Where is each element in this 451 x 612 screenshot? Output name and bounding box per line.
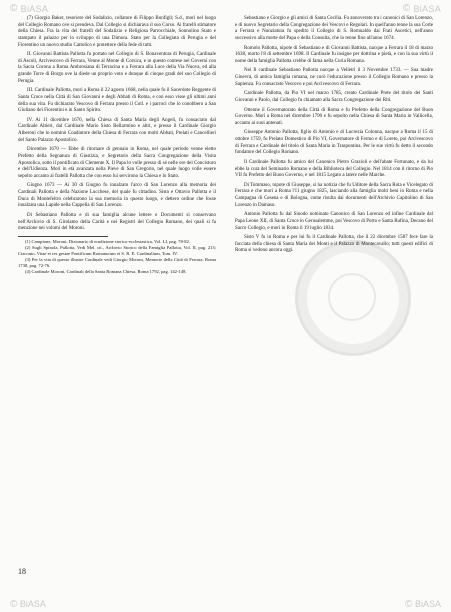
- footnotes: [18, 239, 216, 276]
- footnote: (4) Cardinale Moroni, Cardinali della Santa Romana Chiesa, Roma 1792, pag. 142-148.: [25, 269, 187, 275]
- paragraph: (7) Giorgio Baker, tesoriere del Sodalizio, collatore di Filippo Bonfigli; S.d., morì nel luogo del Collegio Romano ove si prendeva. Dal Collegio si dichiarava il suo Corso. Ai fratelli stimatore della Chiesa. Fra la vita dei fratelli del Sodalizio e Religiosa Parrocchiale, Sonnolino Stato e stampato il palazzo per lo sviluppo di una Dimora. Stato per la Collegiata di Perugia e del Fiorentino un nuovo studio Cattolico e protettore della fede di tutti.: [18, 16, 216, 48]
- footnote-divider: [18, 236, 108, 237]
- paragraph: Cardinale Pallotta, da Pio VI nel marzo 1785, creato Cardinale Prete del titolo dei Santi Giovanni e Paolo, dal Collegio fu chiamato alla Sacra Congregazione dei Riti.: [235, 91, 433, 103]
- footer-right: [405, 599, 441, 610]
- paragraph: Giugno 1673 — Ai 30 di Giugno fu innalzato l'arco di San Lorenzo alla memoria dei Cardinali Pallotta e della Nazione Lucchese, del quale fu cittadino. Sisto e Ottavio Pallotta e il Duca di Montefeltro celebrarono la sua memoria in questo luogo, e dettero ordine che fosse innalzata una Lapide nella Cappella di San Lorenzo.: [18, 183, 216, 209]
- header-right: [403, 3, 441, 14]
- footnote: (1) Campione, Moroni, Dizionario di erudizione storico-ecclesiastica, Vol. LI, pag. 78-82.: [25, 238, 191, 244]
- paragraph: Giuseppe Antonio Pallotta, figlio di Antonio e di Lucrezia Colonna, nacque a Roma il 15 di ottobre 1759, fu Prelato Domestico di Pio VI, Governatore di Fermo e di Loreto, poi Arcivescovo di Ferrara e Cardinale del titolo di Santa Maria in Traspontina. Per le sue virtù fu detto il secondo fondatore del Collegio Romano.: [235, 130, 433, 156]
- paragraph: IV. Ai 11 dicembre 1670, nella Chiesa di Santa Maria degli Angeli, fu consacrato dal Cardinale Altieri, dal Cardinale Mario Sisto Bellarmino e altri, e presso il Cardinale Giorgio Alberoni che lo nominò Coadiutore della Chiesa di Ferrara con molti Abbati, Prelati e Cancellieri del Santo Palazzo Apostolico.: [18, 117, 216, 143]
- header-site-left: BiASA: [20, 3, 49, 14]
- paragraph: Di Tommaso, nipote di Giuseppe, si ha notizia che fu Uditore della Sacra Rota e Vicelegato di Ferrara e che morì a Roma l'11 giugno 1825, lasciando alla famiglia molti beni in Roma e nella Campagna di Cesena e di Bologna, come risulta dai documenti dell'Archivio Capitolino di San Lorenzo in Damaso.: [235, 182, 433, 208]
- watermark-footer: [10, 598, 441, 610]
- paragraph: Sisto V fu in Roma e per lui fu il Cardinale Pallotta, che il 22 dicembre 1587 fece fare la facciata della chiesa di Santa Maria dei Monti e il Palazzo di Montecavallo; tutti questi edifici di Roma si vedono ancora oggi.: [235, 235, 433, 254]
- paragraph: Romolo Pallotta, nipote di Sebastiano e di Giovanni Battista, nacque a Ferrara il 18 di marzo 1638, morto l'8 di settembre 1698. Il Cardinale fu insigne per dottrina e pietà, e con la sua virtù il nome della famiglia Pallotta crebbe di fama nella Curia Romana.: [235, 45, 433, 64]
- footnote: (3) Per la vita di questo illustre Cardinale vedi Giorgio Moroni, Memorie della Città di Ferrara, Roma 1738, pag. 72-76.: [18, 257, 216, 269]
- paragraph: Il Cardinale Pallotta fu amico del Canonico Pietro Grazioli e dell'abate Fortunato, e da lui ebbe la cura del Seminario Romano e della Biblioteca del Collegio. Nel 1814 con il ritorno di Pio VII fu Prefetto del Buon Governo, e nel 1815 Legato a latere nelle Marche.: [235, 159, 433, 179]
- paragraph: III. Cardinale Pallotta, morì a Roma il 22 agosto 1668, nella quale fu il Sacerdote Reggente di Santa Croce nella Città di San Giovanni e degli Abbati di Roma, e con esso visse gli ultimi anni della sua vita. Fu dichiarato Vescovo di Ferrara presso il Coll. e i parroci che lo conobbero a San Giuliano dei Fiorentini e in Santo Spirito.: [18, 88, 216, 114]
- copyright-icon: ©: [402, 3, 411, 14]
- header-left: [10, 3, 48, 14]
- paragraph: Ottenne il Governatorato della Città di Roma e fu Prefetto della Congregazione del Buon Governo. Morì a Roma nel dicembre 1790 e fu sepolto nella Chiesa di Santa Maria in Vallicella, accanto ai suoi antenati.: [235, 107, 433, 126]
- copyright-icon: ©: [10, 3, 18, 14]
- header-site-right: BiASA: [413, 3, 441, 14]
- copyright-icon: ©: [10, 598, 18, 610]
- library-seal-watermark: [295, 240, 411, 356]
- watermark-header: [10, 2, 441, 15]
- page-number: 18: [18, 567, 26, 576]
- left-text-column: [18, 16, 216, 275]
- paragraph: Di Sebastiano Pallotta e di sua famiglia alcune lettere e Documenti si conservano nell'Archivio di S. Girolamo della Carità e nei Registri del Collegio Romano, dei quali si fa menzione nei volumi del Moroni.: [18, 212, 216, 232]
- footer-left: [10, 599, 46, 610]
- footnote: (2) Sugli Spinola, Pallotta, Vedi Mel. cit., Archivio Storico della Famiglia Pallotta, Vol. II, pag. 213; Ciaconio, Vitae et res gestae Pontificum Romanorum et S. R. E. Cardinalium, Tom. IV.: [18, 244, 216, 256]
- copyright-icon: ©: [405, 598, 413, 610]
- paragraph: Antonio Pallotta fu dal Sinodo nominato Canonico di San Lorenzo ed infine Cardinale dal Papa Leone XII, di Santa Croce in Gerusalemme, poi Vescovo di Porto e Santa Rufina, Decano del Sacro Collegio, e morì in Roma il 19 luglio 1834.: [235, 212, 433, 231]
- right-text-column: [235, 16, 433, 255]
- paragraph: Nel Il cardinale Sebastiano Pallotta nacque a Velletri il 3 Novembre 1733. — Sua madre Ginevra, di antica famiglia romana, ne curò l'educazione presso il Collegio Romano e presso la Sapienza. Fu consacrato Vescovo e poi Arcivescovo di Ferrara.: [235, 68, 433, 87]
- paragraph: Sebastiano e Giorgio e gli amici di Santa Cecilia. Fu annoverato tra i canonici di San Lorenzo, e di nuovo Segretario della Congregazione dei Vescovi e Regolari. In quell'anno tenne la sua Corte a Ferrara e Nunziatura fu spedito il Collegio di S. Romualdo dai Frati Ascetici, nell'anno successivo alla morte del Papa e della Consulta, che lo tenne fino all'anno 1674.: [235, 16, 433, 41]
- footer-site-right: BiASA: [414, 598, 441, 609]
- footer-site-left: BiASA: [19, 598, 46, 609]
- paragraph: Dicembre 1670 — Ebbe di ritornare di gennaio in Roma, nel quale periodo venne eletto Prefetto della Segnatura di Giustizia, e Segretario della Sacra Congregazione della Visita Apostolica, sotto il pontificato di Clemente X. Il Papa lo volle presso di sé nelle ore del Concistoro e dell'Udienza. Morì in età avanzata nella Pieve di San Gregorio, nel quale luogo volle essere sepolto accanto ai fratelli Pallotta che con esso lui servirono la Chiesa e lo Stato.: [18, 147, 216, 179]
- paragraph: II. Giovanni Battista Pallotta fu portato nel Collegio di S. Bonaventura di Perugia, Cardinale di Ascoli, Arcivescovo di Ferrara, Venne al Monte di Corsica, e in questo contese nei Governi con la Sacra Corona a Roma Ambrosiana di Terracina e a Ferrara alla Luce della Via Nuova, ed alla grande Torre di Borgo ove la diede un proprio voto e dunque di cinque gradi del suo Collegio di Perugia.: [18, 52, 216, 84]
